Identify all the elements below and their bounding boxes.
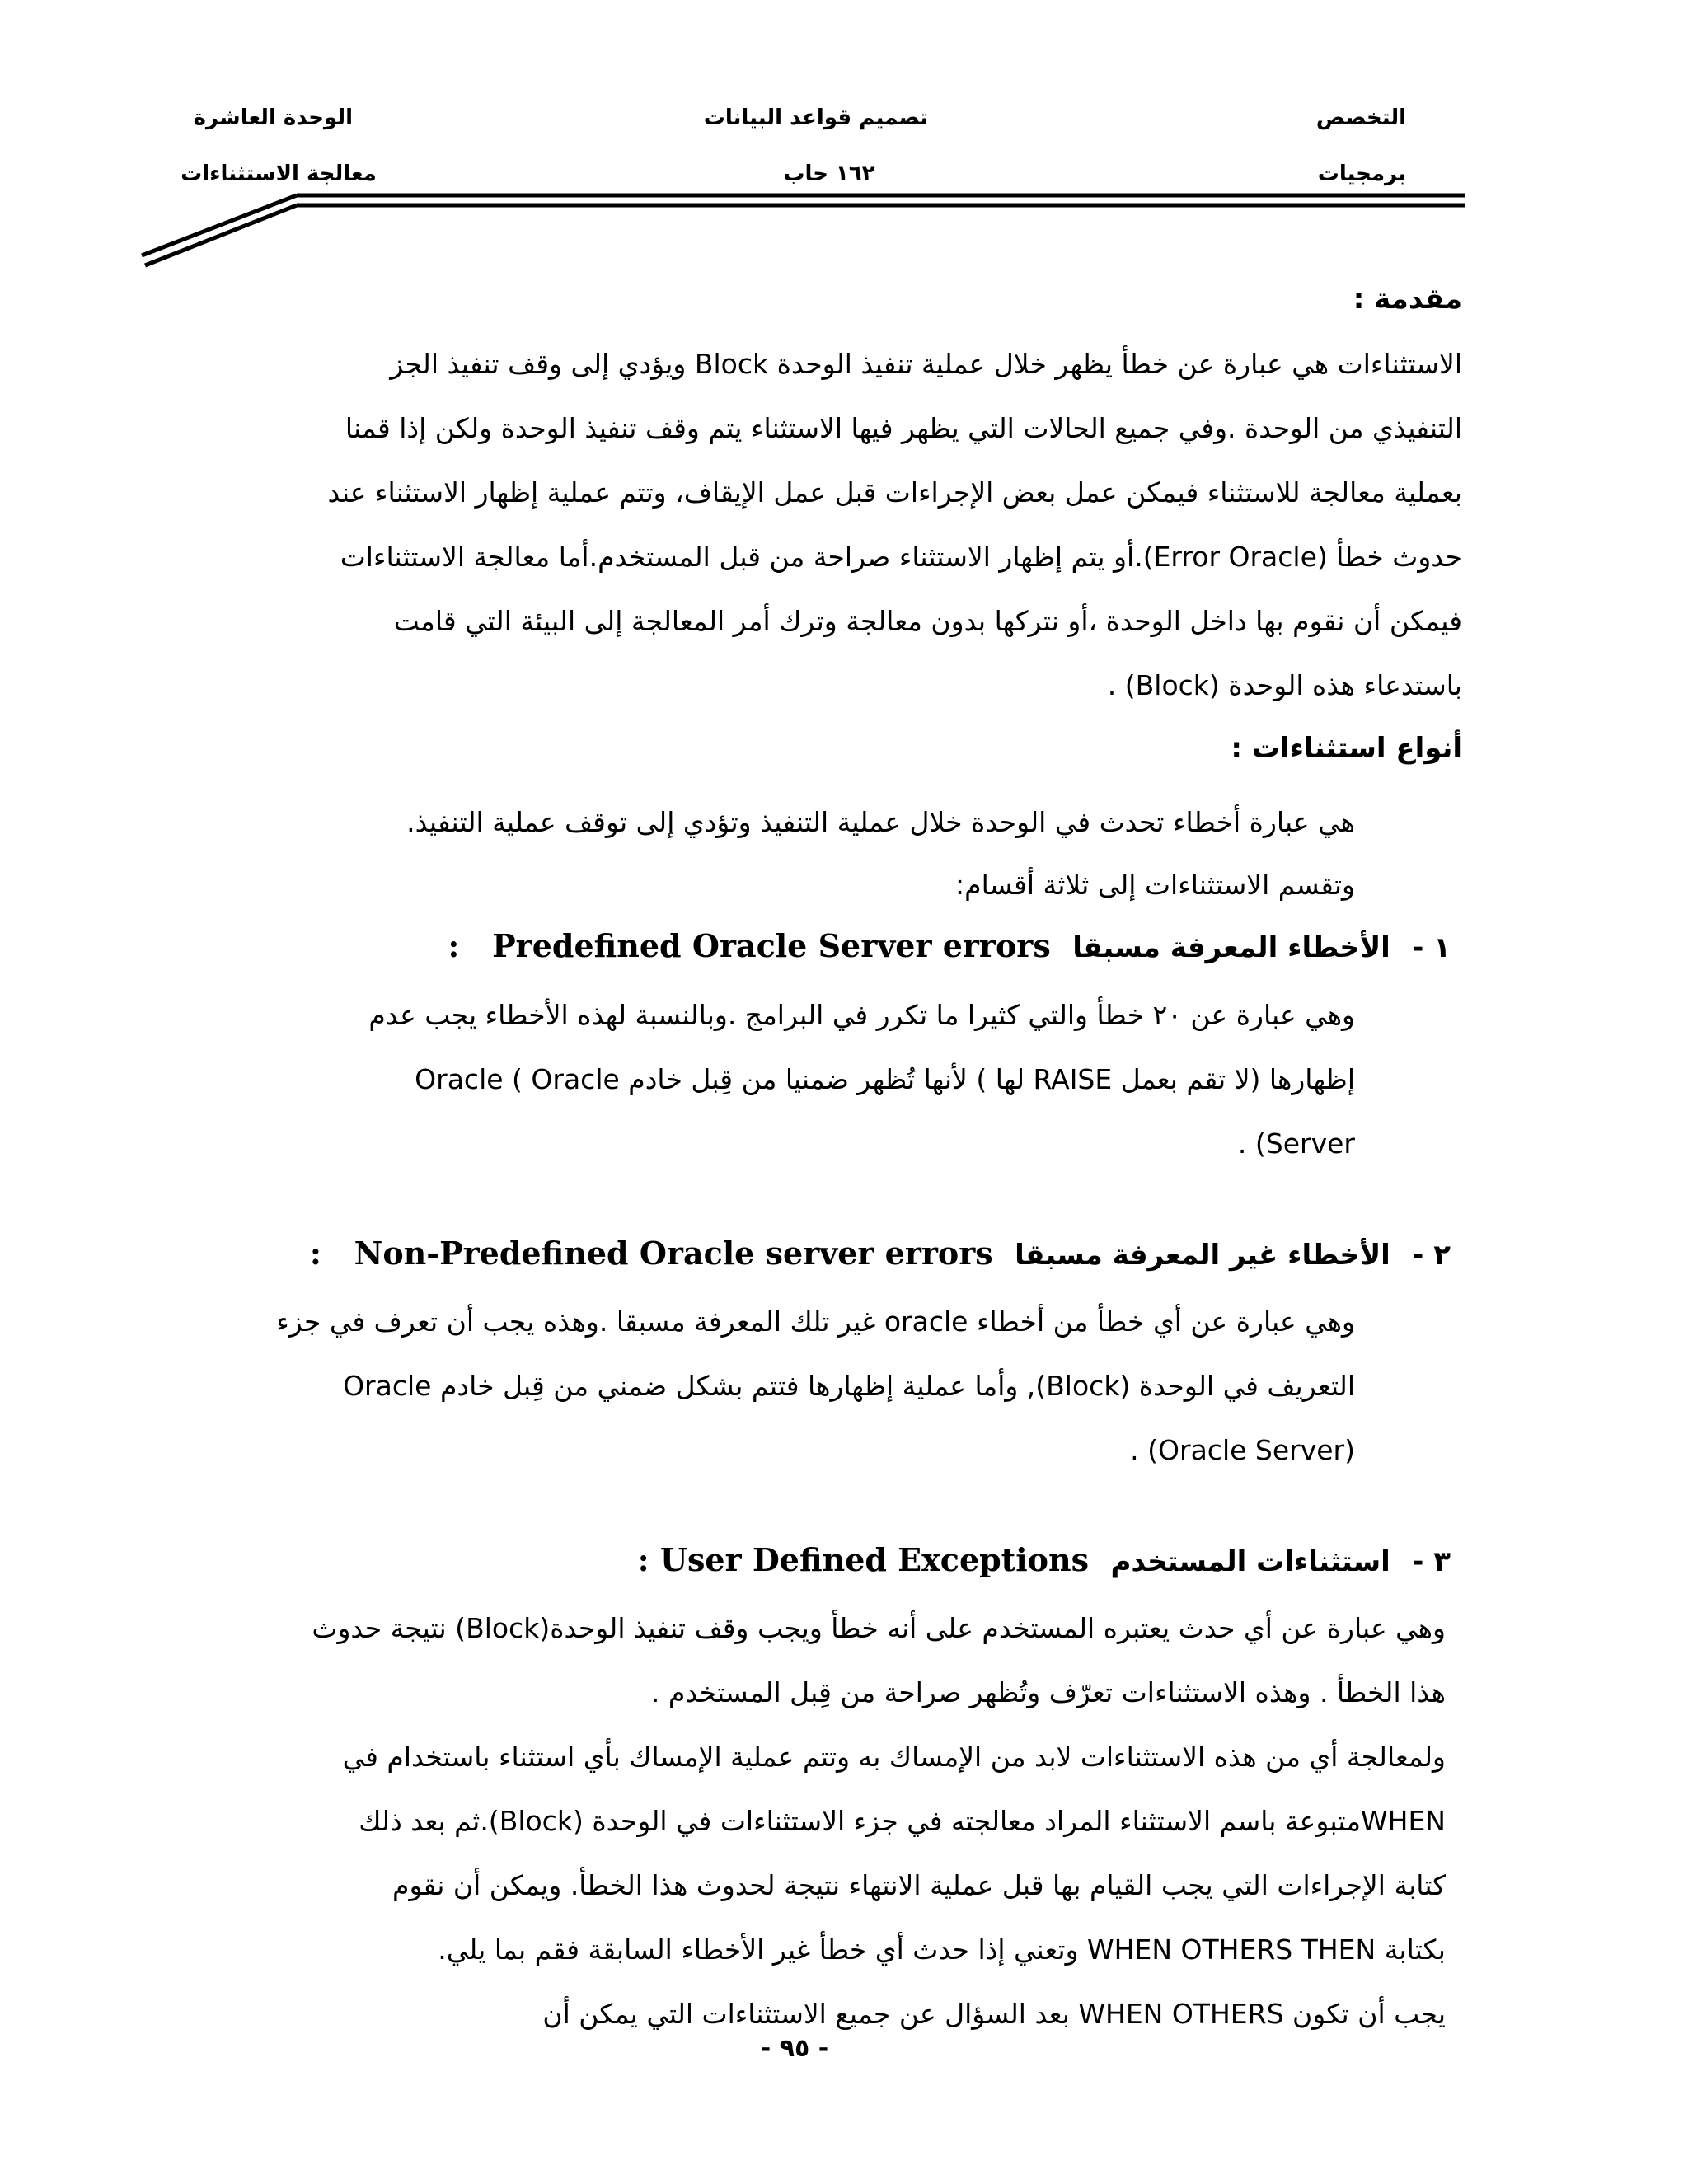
- section2-suffix: :: [309, 1235, 321, 1272]
- section3-line-4: WHENمتبوعة باسم الاستثناء المراد معالجته في جزء الاستثناءات في الوحدة (Block).ثم بعد ذلك: [359, 1805, 1446, 1837]
- header-specialization-label: التخصص: [1315, 105, 1406, 130]
- types-line-1: هي عبارة أخطاء تحدث في الوحدة خلال عملية التنفيذ وتؤدي إلى توقف عملية التنفيذ.: [406, 806, 1355, 838]
- section1-number: ١ -: [1412, 931, 1451, 964]
- section3-line-6: بكتابة WHEN OTHERS THEN وتعني إذا حدث أي خطأ غير الأخطاء السابقة فقم بما يلي.: [438, 1933, 1446, 1966]
- header-course-code: ١٦٢ حاب: [783, 162, 875, 186]
- section3-paragraph: [145, 1596, 1446, 2046]
- section2-number: ٢ -: [1412, 1239, 1451, 1272]
- header-course-title: تصميم قواعد البيانات: [703, 105, 928, 130]
- section3-number: ٣ -: [1412, 1545, 1451, 1578]
- section3-line-5: كتابة الإجراءات التي يجب القيام بها قبل عملية الانتهاء نتيجة لحدوث هذا الخطأ. ويمكن أن نقوم: [392, 1869, 1446, 1901]
- section1-heading: [448, 927, 1451, 964]
- section3-title-en: User Defined Exceptions: [659, 1541, 1090, 1578]
- section2-title-en: Non-Predefined Oracle server errors: [354, 1235, 993, 1272]
- section1-title-ar: الأخطاء المعرفة مسبقا: [1072, 931, 1390, 964]
- header-unit-title: معالجة الاستثناءات: [181, 162, 377, 186]
- intro-line-6: باستدعاء هذه الوحدة (Block) .: [1107, 669, 1462, 701]
- types-line-2: وتقسم الاستثناءات إلى ثلاثة أقسام:: [955, 869, 1355, 901]
- intro-paragraph: [145, 332, 1462, 718]
- section2-paragraph: [165, 1290, 1355, 1483]
- section3-line-1: وهي عبارة عن أي حدث يعتبره المستخدم على أنه خطأ ويجب وقف تنفيذ الوحدة(Block) نتيجة حدوث: [312, 1612, 1446, 1644]
- section2-title-ar: الأخطاء غير المعرفة مسبقا: [1015, 1239, 1390, 1272]
- section3-line-2: هذا الخطأ . وهذه الاستثناءات تعرّف وتُظهر صراحة من قِبل المستخدم .: [650, 1676, 1446, 1708]
- types-heading: أنواع استثناءات :: [1231, 732, 1462, 765]
- intro-line-2: التنفيذي من الوحدة .وفي جميع الحالات التي يظهر فيها الاستثناء يتم وقف تنفيذ الوحدة ولكن إذا قمنا: [345, 412, 1462, 444]
- page-number: - ٩٥ -: [760, 2034, 829, 2063]
- section3-heading: [638, 1541, 1451, 1578]
- section2-heading: [310, 1235, 1451, 1272]
- section1-title-en: Predefined Oracle Server errors: [492, 927, 1051, 964]
- section1-line-1: وهي عبارة عن ٢٠ خطأ والتي كثيرا ما تكرر في البرامج .وبالنسبة لهذه الأخطاء يجب عدم: [368, 999, 1355, 1031]
- section3-line-7: يجب أن تكون WHEN OTHERS بعد السؤال عن جميع الاستثناءات التي يمكن أن: [542, 1998, 1446, 2030]
- intro-heading: مقدمة :: [1353, 283, 1462, 316]
- section3-line-3: ولمعالجة أي من هذه الاستثناءات لابد من الإمساك به وتتم عملية الإمساك بأي استثناء باستخدام في: [342, 1741, 1446, 1773]
- intro-line-5: فيمكن أن نقوم بها داخل الوحدة ،أو نتركها بدون معالجة وترك أمر المعالجة إلى البيئة التي قامت: [393, 605, 1462, 637]
- section1-line-2: إظهارها (لا تقم بعمل RAISE لها ) لأنها تُظهر ضمنيا من قِبل خادم Oracle ( Oracle: [415, 1063, 1355, 1095]
- intro-line-1: الاستثناءات هي عبارة عن خطأ يظهر خلال عملية تنفيذ الوحدة Block ويؤدي إلى وقف تنفيذ الجز: [390, 348, 1462, 380]
- header-specialization-value: برمجيات: [1317, 162, 1406, 186]
- header-unit-number: الوحدة العاشرة: [193, 105, 353, 130]
- header-divider: [0, 0, 1688, 272]
- section1-line-3: Server) .: [1237, 1127, 1355, 1160]
- intro-line-3: بعملية معالجة للاستثناء فيمكن عمل بعض الإجراءات قبل عمل الإيقاف، وتتم عملية إظهار الاستثناء عند: [327, 476, 1462, 509]
- section1-suffix: :: [448, 927, 460, 964]
- section2-line-3: (Oracle Server) .: [1130, 1434, 1355, 1466]
- section3-title-ar: استثناءات المستخدم: [1110, 1545, 1390, 1578]
- section2-line-1: وهي عبارة عن أي خطأ من أخطاء oracle غير تلك المعرفة مسبقا .وهذه يجب أن تعرف في جزء: [276, 1305, 1355, 1338]
- intro-line-4: حدوث خطأ (Error Oracle).أو يتم إظهار الاستثناء صراحة من قبل المستخدم.أما معالجة الاستثناءات: [340, 541, 1462, 573]
- section1-paragraph: [145, 983, 1355, 1176]
- section3-suffix: :: [637, 1541, 649, 1578]
- types-paragraph: [201, 791, 1355, 916]
- section2-line-2: التعريف في الوحدة (Block), وأما عملية إظهارها فتتم بشكل ضمني من قِبل خادم Oracle: [343, 1370, 1355, 1402]
